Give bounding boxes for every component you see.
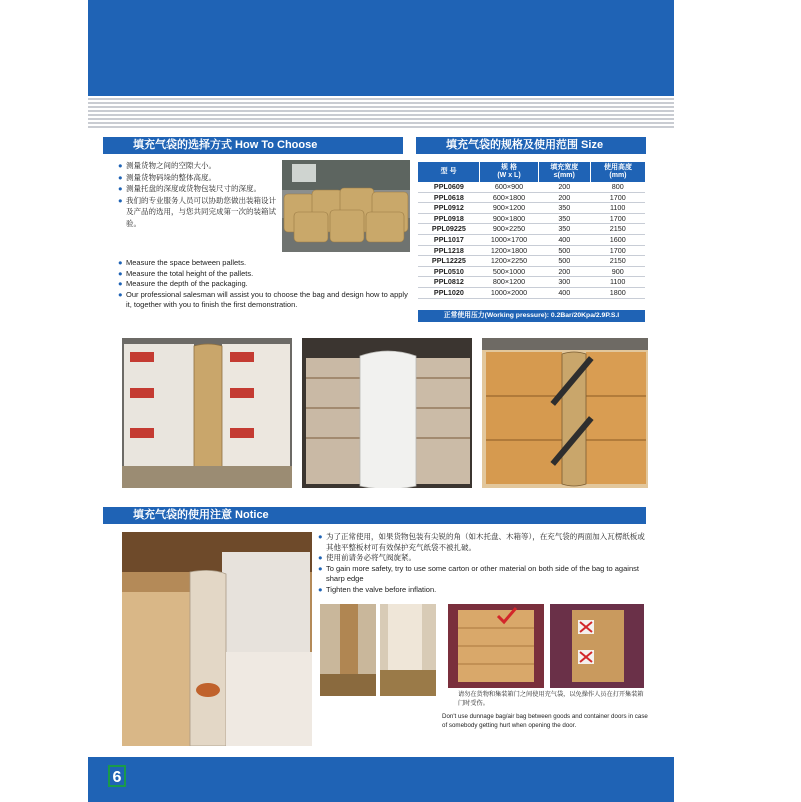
- table-cell: PPL0510: [418, 266, 480, 277]
- list-item: ● Tighten the valve before inflation.: [318, 584, 437, 594]
- door-warning-en: Don't use dunnage bag/air bag between goods and container doors in case of somebody getting hurt when opening the door.: [442, 713, 648, 729]
- table-cell: 1100: [590, 277, 645, 288]
- notice-list: [318, 532, 648, 595]
- table-header-row: [418, 162, 645, 182]
- catalog-page: [88, 0, 674, 802]
- col-header-model: 型 号: [418, 162, 480, 182]
- table-cell: 1600: [590, 234, 645, 245]
- table-cell: PPL0918: [418, 213, 480, 224]
- table-cell: PPL0912: [418, 203, 480, 214]
- list-item: ● 使用前请务必将气阀旋紧。: [318, 553, 416, 562]
- section-title-notice: 填充气袋的使用注意 Notice: [103, 507, 646, 524]
- table-row: [418, 266, 645, 277]
- section-title-choose: 填充气袋的选择方式 How To Choose: [103, 137, 403, 154]
- table-cell: 1800: [590, 287, 645, 298]
- table-cell: 900: [590, 266, 645, 277]
- bag-between-pallets-photo: [122, 338, 292, 488]
- table-cell: PPL1017: [418, 234, 480, 245]
- size-table: [418, 162, 645, 299]
- table-cell: 1200×2250: [480, 256, 538, 267]
- list-item: ● Our professional salesman will assist you to choose the bag and design how to apply it, together with you to finish the first demonstration.: [118, 289, 408, 309]
- table-cell: 200: [538, 182, 590, 192]
- table-cell: 400: [538, 234, 590, 245]
- door-warning-cn: 请勿在货物和集装箱门之间使用充气袋，以免操作人员在打开集装箱门时受伤。: [458, 691, 644, 707]
- list-item: ● 为了正常使用，如果货物包装有尖锐的角（如木托盘、木箱等），在充气袋的两面加入瓦楞纸板或其他平整板材可有效保护充气纸袋不被扎破。: [318, 532, 645, 552]
- table-cell: 500×1000: [480, 266, 538, 277]
- table-cell: 1100: [590, 203, 645, 214]
- col-header-height: 使用高度 (mm): [590, 162, 645, 182]
- table-cell: 800×1200: [480, 277, 538, 288]
- section-title-size: 填充气袋的规格及使用范围 Size: [416, 137, 646, 154]
- table-cell: PPL09225: [418, 224, 480, 235]
- table-cell: 800: [590, 182, 645, 192]
- table-cell: 900×1800: [480, 213, 538, 224]
- table-row: [418, 234, 645, 245]
- col-header-spec: 规 格 (W x L): [480, 162, 538, 182]
- bag-between-cartons-photo: [482, 338, 648, 488]
- choose-cn-list: [118, 160, 278, 229]
- list-item: ● To gain more safety, try to use some carton or other material on both side of the bag to against sharp edge: [318, 563, 639, 583]
- table-cell: 500: [538, 245, 590, 256]
- table-cell: 500: [538, 256, 590, 267]
- warehouse-bags-photo: [282, 160, 410, 252]
- carton-protection-photo-2: [380, 604, 436, 696]
- table-cell: 1700: [590, 192, 645, 203]
- table-cell: PPL1218: [418, 245, 480, 256]
- bag-container-door-wrong-photo: [550, 604, 644, 688]
- col-header-fill-width: 填充宽度 ≤(mm): [538, 162, 590, 182]
- page-number: 6: [108, 765, 126, 787]
- table-cell: 200: [538, 266, 590, 277]
- footer-band: [88, 757, 674, 802]
- table-cell: 900×1200: [480, 203, 538, 214]
- table-cell: 350: [538, 203, 590, 214]
- table-cell: 600×1800: [480, 192, 538, 203]
- table-row: [418, 245, 645, 256]
- table-row: [418, 287, 645, 298]
- header-band: [88, 0, 674, 96]
- table-cell: PPL0812: [418, 277, 480, 288]
- table-cell: 300: [538, 277, 590, 288]
- table-row: [418, 192, 645, 203]
- table-cell: 350: [538, 213, 590, 224]
- table-row: [418, 277, 645, 288]
- white-bag-in-container-photo: [302, 338, 472, 488]
- header-stripes: [88, 96, 674, 128]
- table-cell: 350: [538, 224, 590, 235]
- table-cell: 1000×1700: [480, 234, 538, 245]
- size-table-body: [418, 182, 645, 298]
- table-cell: 1200×1800: [480, 245, 538, 256]
- carton-protection-photo-1: [320, 604, 376, 696]
- table-cell: PPL12225: [418, 256, 480, 267]
- choose-en-list: [118, 258, 408, 311]
- table-row: [418, 203, 645, 214]
- working-pressure-note: 正常使用压力(Working pressure): 0.2Bar/20Kpa/2.9P.S.I: [418, 310, 645, 322]
- dunnage-bag-close-up-photo: [122, 532, 312, 746]
- table-cell: 200: [538, 192, 590, 203]
- table-row: [418, 213, 645, 224]
- table-row: [418, 224, 645, 235]
- list-item: ● Measure the total height of the pallets.: [118, 268, 254, 278]
- table-cell: 600×900: [480, 182, 538, 192]
- list-item: ● 我们的专业服务人员可以协助您做出装箱设计及产品的选用，与您共同完成第一次的装箱试验。: [118, 195, 276, 228]
- list-item: ● 测量货物之间的空隙大小。: [118, 161, 216, 170]
- table-cell: 1700: [590, 213, 645, 224]
- table-cell: 400: [538, 287, 590, 298]
- table-cell: 1700: [590, 245, 645, 256]
- list-item: ● 测量货物码垛的整体高度。: [118, 172, 216, 182]
- table-cell: PPL1020: [418, 287, 480, 298]
- list-item: ● 测量托盘的深度或货物包装尺寸的深度。: [118, 184, 261, 193]
- bag-container-door-correct-photo: [448, 604, 544, 688]
- table-row: [418, 182, 645, 192]
- table-cell: PPL0609: [418, 182, 480, 192]
- table-cell: 1000×2000: [480, 287, 538, 298]
- table-row: [418, 256, 645, 267]
- table-cell: PPL0618: [418, 192, 480, 203]
- list-item: ● Measure the depth of the packaging.: [118, 279, 248, 288]
- table-cell: 2150: [590, 224, 645, 235]
- table-cell: 900×2250: [480, 224, 538, 235]
- list-item: ● Measure the space between pallets.: [118, 258, 247, 267]
- table-cell: 2150: [590, 256, 645, 267]
